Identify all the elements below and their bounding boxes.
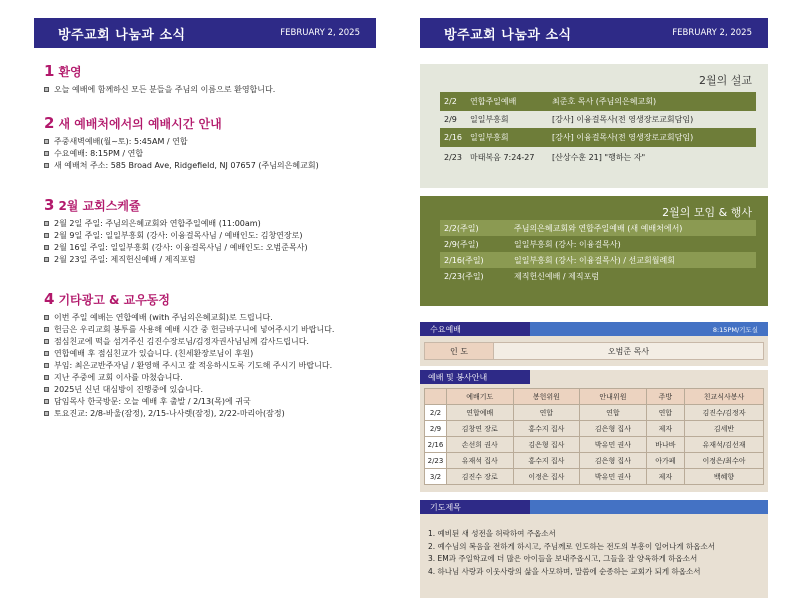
square-bullet-icon <box>44 363 49 368</box>
table-row: 2/2 연합예배 연합 연합 연합 김진수/김정자 <box>425 405 764 421</box>
square-bullet-icon <box>44 327 49 332</box>
prayer-label: 기도제목 <box>420 500 530 514</box>
list-item: 3. EM과 주일학교에 더 많은 아이들을 보내주옵시고, 그들을 잘 양육하게 하옵소서 <box>428 554 698 563</box>
wednesday-panel <box>420 322 768 366</box>
sermon-row: 2/16 일일부흥회 [강사] 이융걸목사(전 영생장로교회담임) <box>440 128 756 147</box>
section-title: 2월 교회스케쥴 <box>58 199 141 213</box>
events-title: 2월의 모임 & 행사 <box>662 206 752 219</box>
wednesday-leader-row: 인 도 오범준 목사 <box>424 342 764 360</box>
bullet-item: 헌금은 우리교회 봉투를 사용해 예배 시간 중 헌금바구니에 넣어주시기 바랍니다. <box>44 324 384 336</box>
bullet-item: 2월 23일 주일: 제직헌신예배 / 제직포럼 <box>44 254 384 266</box>
table-row: 3/2 김진수 장로 이정은 집사 박유민 권사 제자 백혜향 <box>425 469 764 485</box>
section-service-times <box>44 114 384 172</box>
bullet-item: 오늘 예배에 함께하신 모든 분들을 주님의 이름으로 환영합니다. <box>44 84 384 96</box>
square-bullet-icon <box>44 151 49 156</box>
bulletin-date: FEBRUARY 2, 2025 <box>672 28 752 38</box>
prayer-bar <box>420 500 768 514</box>
square-bullet-icon <box>44 245 49 250</box>
section-welcome <box>44 62 384 96</box>
bulletin-date: FEBRUARY 2, 2025 <box>280 28 360 38</box>
square-bullet-icon <box>44 387 49 392</box>
bullet-item: 담임목사 한국방문: 오늘 예배 후 출발 / 2/13(목)에 귀국 <box>44 396 384 408</box>
sermon-title: 2월의 설교 <box>699 74 752 87</box>
service-panel <box>420 370 768 492</box>
section-number: 1 <box>44 62 55 80</box>
bulletin-title: 방주교회 나눔과 소식 <box>444 27 572 43</box>
bullet-item: 수요예배: 8:15PM / 연합 <box>44 148 384 160</box>
bullet-item: 새 예배처 주소: 585 Broad Ave, Ridgefield, NJ 07657 (주님의은혜교회) <box>44 160 384 172</box>
bullet-item: 2월 9일 주일: 일일부흥회 (강사: 이융걸목사님 / 예배인도: 김창연장로) <box>44 230 384 242</box>
sermon-panel <box>420 64 768 188</box>
event-row: 2/23(주일) 제직헌신예배 / 제직포럼 <box>444 271 600 281</box>
section-number: 2 <box>44 114 55 132</box>
section-title: 기타광고 & 교우동정 <box>58 293 170 307</box>
event-row: 2/9(주일) 일일부흥회 (강사: 이융걸목사) <box>444 239 621 249</box>
square-bullet-icon <box>44 87 49 92</box>
bullet-item: 점심친교에 떡을 섬겨주신 김진수장로님/김정자권사님님께 감사드립니다. <box>44 336 384 348</box>
section-schedule <box>44 196 384 266</box>
square-bullet-icon <box>44 411 49 416</box>
square-bullet-icon <box>44 257 49 262</box>
service-table <box>424 388 764 485</box>
square-bullet-icon <box>44 375 49 380</box>
service-label: 예배 및 봉사안내 <box>420 370 530 384</box>
bullet-item: 이번 주일 예배는 연합예배 (with 주님의은혜교회)로 드립니다. <box>44 312 384 324</box>
bullet-item: 토요진교: 2/8-바울(잠정), 2/15-나사렛(잠정), 2/22-마리아(잠정) <box>44 408 384 420</box>
events-panel <box>420 196 768 306</box>
wednesday-time: 8:15PM/기도실 <box>530 322 768 336</box>
square-bullet-icon <box>44 139 49 144</box>
table-row: 2/16 손선희 권사 김은형 집사 박유민 권사 바나바 유재석/김선재 <box>425 437 764 453</box>
square-bullet-icon <box>44 399 49 404</box>
sermon-row: 2/23 마태복음 7:24-27 [산상수훈 21] "행하는 자" <box>444 153 646 162</box>
square-bullet-icon <box>44 351 49 356</box>
list-item: 2. 예수님의 복음을 전하게 하시고, 주님께로 인도하는 전도의 부흥이 일어나게 하옵소서 <box>428 541 715 551</box>
list-item: 1. 예비된 새 성전을 허락하여 주옵소서 <box>428 529 556 538</box>
prayer-panel <box>420 500 768 598</box>
table-row: 2/23 유재석 집사 홍수지 집사 김은형 집사 아가페 이정은/최수아 <box>425 453 764 469</box>
sermon-row: 2/2 연합주일예배 최준호 목사 (주님의은혜교회) <box>440 92 756 111</box>
bullet-item: 주중새벽예배(월~토): 5:45AM / 연합 <box>44 136 384 148</box>
square-bullet-icon <box>44 315 49 320</box>
wednesday-bar <box>420 322 768 336</box>
list-item: 4. 하나님 사랑과 이웃사랑의 삶을 사모하며, 말씀에 순종하는 교회가 되게 하옵소서 <box>428 566 701 576</box>
bullet-item: 연합예배 후 점심친교가 있습니다. (친세환장로님이 후원) <box>44 348 384 360</box>
bullet-item: 부임: 최은교반주자님 / 환영해 주시고 잘 적응하시도록 기도해 주시기 바랍니다. <box>44 360 384 372</box>
header-bar-left <box>34 18 376 48</box>
square-bullet-icon <box>44 339 49 344</box>
section-title: 새 예배처에서의 예배시간 안내 <box>58 117 222 131</box>
square-bullet-icon <box>44 221 49 226</box>
event-row: 2/2(주일) 주님의은혜교회와 연합주일예배 (새 예배처에서) <box>440 220 756 236</box>
square-bullet-icon <box>44 163 49 168</box>
header-bar-right <box>420 18 768 48</box>
wednesday-label: 수요예배 <box>420 322 530 336</box>
section-number: 3 <box>44 196 55 214</box>
bulletin-title: 방주교회 나눔과 소식 <box>58 27 186 43</box>
sermon-row: 2/9 일일부흥회 [강사] 이융걸목사(전 영생장로교회담임) <box>444 115 694 124</box>
news-column <box>44 62 384 437</box>
bullet-item: 2월 16일 주일: 일일부흥회 (강사: 이융걸목사님 / 예배인도: 오범준목사) <box>44 242 384 254</box>
table-row: 2/9 김창연 장로 홍수지 집사 김은형 집사 제자 김세반 <box>425 421 764 437</box>
section-announcements <box>44 290 384 420</box>
section-number: 4 <box>44 290 55 308</box>
event-row: 2/16(주일) 일일부흥회 (강사: 이융걸목사) / 선교회월례회 <box>440 252 756 268</box>
bullet-item: 2025년 신년 대심방이 진행중에 있습니다. <box>44 384 384 396</box>
square-bullet-icon <box>44 233 49 238</box>
table-header-row: 예배기도 봉헌위원 안내위원 주방 친교식사봉사 <box>425 389 764 405</box>
bullet-item: 지난 주중에 교회 이사를 마쳤습니다. <box>44 372 384 384</box>
prayer-list <box>428 528 715 578</box>
section-title: 환영 <box>58 65 82 79</box>
bullet-item: 2월 2일 주일: 주님의은혜교회와 연합주일예배 (11:00am) <box>44 218 384 230</box>
